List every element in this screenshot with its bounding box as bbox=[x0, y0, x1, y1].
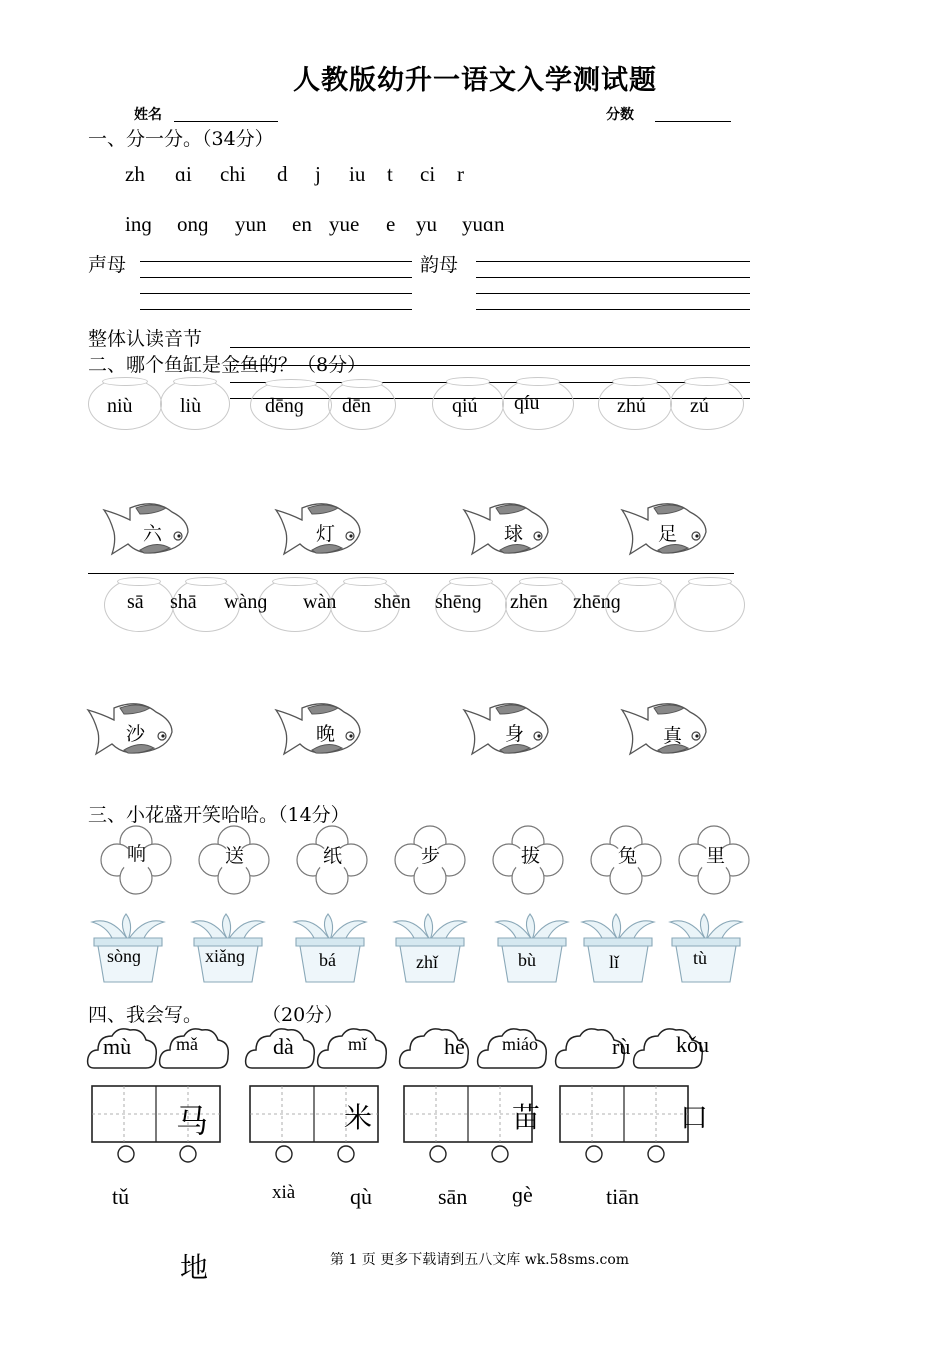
finals-label: 韵母 bbox=[420, 254, 459, 276]
syllable: j bbox=[315, 162, 321, 186]
fish-character: 球 bbox=[504, 523, 524, 545]
divider bbox=[88, 573, 734, 574]
score-label: 分数 bbox=[606, 107, 634, 123]
flower-character: 纸 bbox=[323, 845, 343, 867]
answer-line[interactable] bbox=[476, 293, 750, 294]
bowl-pinyin: shā bbox=[170, 591, 197, 613]
pinyin: qù bbox=[350, 1184, 372, 1209]
page-footer: 第 1 页 更多下载请到五八文库 wk.58sms.com bbox=[330, 1252, 630, 1268]
fish-character: 六 bbox=[143, 523, 163, 545]
car-character: 马 bbox=[176, 1102, 209, 1140]
flower-character: 拔 bbox=[521, 845, 541, 867]
answer-line[interactable] bbox=[476, 261, 750, 262]
syllable: zh bbox=[125, 162, 145, 186]
syllable: iu bbox=[349, 162, 366, 186]
pot-pinyin: tù bbox=[693, 948, 708, 968]
flower-character: 响 bbox=[127, 843, 147, 865]
syllable: r bbox=[457, 162, 464, 186]
car-character: 口 bbox=[680, 1101, 709, 1134]
pot-pinyin: lǐ bbox=[609, 952, 620, 972]
bowl-pinyin: qíu bbox=[514, 392, 540, 414]
page-title: 人教版幼升一语文入学测试题 bbox=[293, 65, 657, 96]
bowl-pinyin: wàn bbox=[303, 591, 337, 613]
cloud-pinyin: kǒu bbox=[676, 1032, 709, 1057]
pinyin: tǔ bbox=[112, 1184, 130, 1209]
answer-line[interactable] bbox=[476, 309, 750, 310]
fish-character: 身 bbox=[505, 723, 525, 745]
score-blank[interactable] bbox=[655, 121, 731, 122]
syllable: yue bbox=[329, 212, 360, 236]
syllable: e bbox=[386, 212, 396, 236]
syllable: d bbox=[277, 162, 288, 186]
section4-points: （20分） bbox=[262, 1004, 344, 1026]
fish-character: 真 bbox=[663, 725, 683, 747]
section2-heading: 二、哪个鱼缸是金鱼的？（8分） bbox=[88, 354, 367, 376]
bowl-pinyin: sā bbox=[127, 591, 144, 613]
whole-syllable-label: 整体认读音节 bbox=[88, 328, 203, 350]
cloud-pinyin: mù bbox=[103, 1034, 132, 1059]
bowl-pinyin: liù bbox=[180, 395, 202, 417]
bowl-pinyin: wànɡ bbox=[224, 591, 268, 613]
syllable: ci bbox=[420, 162, 436, 186]
syllable: t bbox=[387, 162, 393, 186]
bowl-pinyin: dēnɡ bbox=[265, 395, 304, 417]
syllable: yu bbox=[416, 212, 437, 236]
fish-character: 沙 bbox=[126, 723, 146, 745]
flower-character: 步 bbox=[421, 845, 441, 867]
pinyin: xià bbox=[272, 1182, 296, 1203]
syllable: yun bbox=[235, 212, 267, 236]
cloud-pinyin: dà bbox=[273, 1034, 294, 1059]
pinyin: tiān bbox=[606, 1184, 639, 1209]
name-label: 姓名 bbox=[134, 107, 162, 123]
car-character: 苗 bbox=[512, 1101, 541, 1134]
pinyin: sān bbox=[438, 1184, 468, 1209]
car-character: 米 bbox=[344, 1101, 373, 1134]
syllable: ɑi bbox=[175, 162, 192, 186]
answer-line[interactable] bbox=[140, 277, 412, 278]
cloud-pinyin: mǐ bbox=[348, 1034, 368, 1054]
answer-line[interactable] bbox=[140, 261, 412, 262]
section1-heading: 一、分一分。（34分） bbox=[88, 128, 274, 150]
fish-character: 晚 bbox=[316, 723, 336, 745]
cloud-pinyin: hé bbox=[444, 1034, 465, 1059]
flower-pot-icon[interactable] bbox=[390, 912, 470, 984]
character: 地 bbox=[180, 1251, 209, 1284]
bowl-pinyin: zhēnɡ bbox=[573, 591, 621, 613]
bowl-pinyin: shēn bbox=[374, 591, 411, 613]
syllable: onɡ bbox=[177, 212, 209, 236]
cloud-pinyin: mǎ bbox=[176, 1034, 198, 1054]
syllable: chi bbox=[220, 162, 246, 186]
syllable: yuɑn bbox=[462, 212, 505, 236]
pot-pinyin: bá bbox=[319, 950, 336, 970]
syllable: en bbox=[292, 212, 312, 236]
writing-car[interactable] bbox=[558, 1082, 690, 1166]
bowl-pinyin: zú bbox=[690, 395, 709, 417]
pot-pinyin: xiǎnɡ bbox=[205, 946, 245, 966]
fish-bowl[interactable] bbox=[675, 578, 745, 632]
initials-label: 声母 bbox=[88, 254, 127, 276]
fish-character: 足 bbox=[658, 523, 678, 545]
section3-heading: 三、小花盛开笑哈哈。（14分） bbox=[88, 804, 350, 826]
answer-line[interactable] bbox=[476, 277, 750, 278]
bowl-pinyin: dēn bbox=[342, 395, 371, 417]
flower-character: 里 bbox=[706, 845, 726, 867]
bowl-pinyin: zhú bbox=[617, 395, 646, 417]
pot-pinyin: sònɡ bbox=[107, 946, 142, 966]
section4-heading: 四、我会写。 bbox=[88, 1004, 203, 1026]
answer-line[interactable] bbox=[140, 309, 412, 310]
bowl-pinyin: niù bbox=[107, 395, 133, 417]
flower-character: 兔 bbox=[618, 845, 638, 867]
cloud-pinyin: miáo bbox=[502, 1034, 538, 1054]
bowl-pinyin: qiú bbox=[452, 395, 478, 417]
bowl-pinyin: zhēn bbox=[510, 591, 548, 613]
syllable: inɡ bbox=[125, 212, 152, 236]
answer-line[interactable] bbox=[140, 293, 412, 294]
pot-pinyin: bù bbox=[518, 950, 536, 970]
flower-character: 送 bbox=[225, 845, 245, 867]
flower-pot-icon[interactable] bbox=[290, 912, 370, 984]
fish-character: 灯 bbox=[316, 523, 336, 545]
pot-pinyin: zhǐ bbox=[416, 952, 438, 972]
name-blank[interactable] bbox=[174, 121, 278, 122]
flower-pot-icon[interactable] bbox=[578, 912, 658, 984]
bowl-pinyin: shēnɡ bbox=[435, 591, 482, 613]
pinyin: ɡè bbox=[512, 1182, 533, 1207]
flower-pot-icon[interactable] bbox=[492, 912, 572, 984]
cloud-pinyin: rù bbox=[612, 1034, 631, 1059]
answer-line[interactable] bbox=[230, 347, 750, 348]
